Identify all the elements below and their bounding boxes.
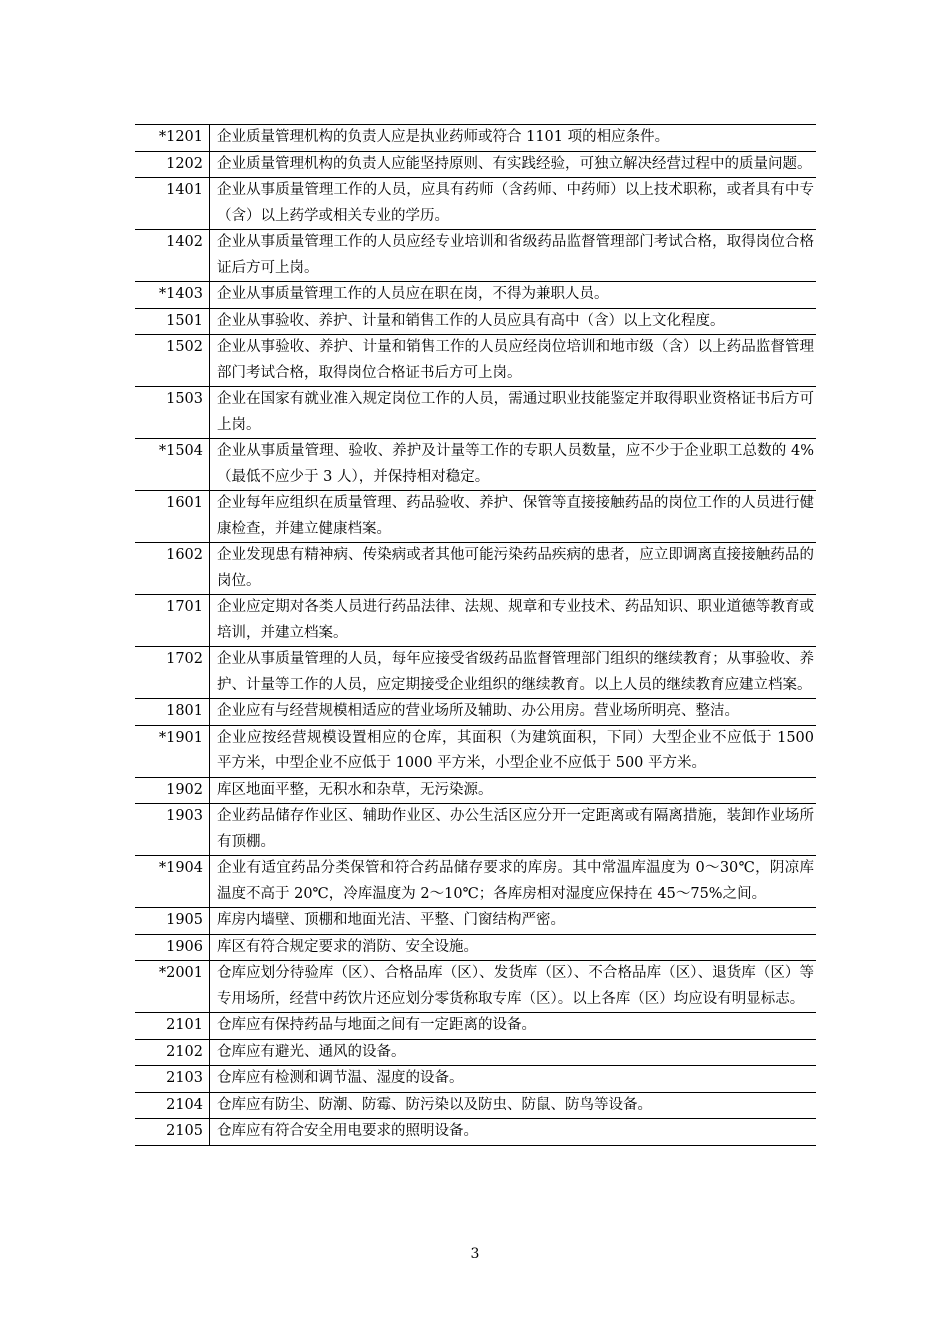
item-code: 1501 [135, 308, 210, 335]
item-description: 仓库应划分待验库（区）、合格品库（区）、发货库（区）、不合格品库（区）、退货库（区）等专用场所，经营中药饮片还应划分零货称取专库（区）。以上各库（区）均应设有明显标志。 [210, 961, 817, 1013]
table-row [135, 439, 816, 491]
table-row [135, 543, 816, 595]
item-code: *1901 [135, 725, 210, 777]
item-code: 2104 [135, 1092, 210, 1119]
table-row [135, 856, 816, 908]
item-description: 企业应按经营规模设置相应的仓库，其面积（为建筑面积，下同）大型企业不应低于 1500 平方米，中型企业不应低于 1000 平方米，小型企业不应低于 500 平方米。 [210, 725, 817, 777]
table-row [135, 908, 816, 935]
table-row [135, 647, 816, 699]
table-row [135, 230, 816, 282]
item-description: 库区地面平整，无积水和杂草，无污染源。 [210, 777, 817, 804]
item-description: 企业在国家有就业准入规定岗位工作的人员，需通过职业技能鉴定并取得职业资格证书后方可上岗。 [210, 387, 817, 439]
item-code: 1503 [135, 387, 210, 439]
item-description: 仓库应有保持药品与地面之间有一定距离的设备。 [210, 1013, 817, 1040]
item-code: 1502 [135, 335, 210, 387]
item-code: *1504 [135, 439, 210, 491]
item-code: 1906 [135, 934, 210, 961]
table-row [135, 961, 816, 1013]
table-row [135, 1066, 816, 1093]
item-code: 2101 [135, 1013, 210, 1040]
table-row [135, 699, 816, 726]
item-description: 企业发现患有精神病、传染病或者其他可能污染药品疾病的患者，应立即调离直接接触药品的岗位。 [210, 543, 817, 595]
item-description: 仓库应有避光、通风的设备。 [210, 1039, 817, 1066]
table-row [135, 595, 816, 647]
item-description: 仓库应有符合安全用电要求的照明设备。 [210, 1119, 817, 1146]
table-row [135, 151, 816, 178]
item-code: *1403 [135, 282, 210, 309]
table-row [135, 491, 816, 543]
item-code: *2001 [135, 961, 210, 1013]
item-code: 1902 [135, 777, 210, 804]
table-body [135, 125, 816, 1146]
item-description: 库房内墙壁、顶棚和地面光洁、平整、门窗结构严密。 [210, 908, 817, 935]
table-row [135, 282, 816, 309]
inspection-items-table [135, 124, 816, 1146]
table-row [135, 804, 816, 856]
page-number: 3 [470, 1246, 480, 1262]
item-code: 2102 [135, 1039, 210, 1066]
item-code: 1702 [135, 647, 210, 699]
table-row [135, 1092, 816, 1119]
item-description: 企业从事验收、养护、计量和销售工作的人员应具有高中（含）以上文化程度。 [210, 308, 817, 335]
item-description: 库区有符合规定要求的消防、安全设施。 [210, 934, 817, 961]
table-row [135, 125, 816, 152]
item-description: 企业质量管理机构的负责人应是执业药师或符合 1101 项的相应条件。 [210, 125, 817, 152]
table-row [135, 308, 816, 335]
item-code: 1402 [135, 230, 210, 282]
item-description: 企业从事验收、养护、计量和销售工作的人员应经岗位培训和地市级（含）以上药品监督管理部门考试合格，取得岗位合格证书后方可上岗。 [210, 335, 817, 387]
table-row [135, 1039, 816, 1066]
item-description: 企业从事质量管理的人员，每年应接受省级药品监督管理部门组织的继续教育；从事验收、养护、计量等工作的人员，应定期接受企业组织的继续教育。以上人员的继续教育应建立档案。 [210, 647, 817, 699]
item-code: 1601 [135, 491, 210, 543]
item-code: 1602 [135, 543, 210, 595]
table-row [135, 1119, 816, 1146]
item-description: 仓库应有防尘、防潮、防霉、防污染以及防虫、防鼠、防鸟等设备。 [210, 1092, 817, 1119]
table-row [135, 335, 816, 387]
item-description: 仓库应有检测和调节温、湿度的设备。 [210, 1066, 817, 1093]
item-description: 企业每年应组织在质量管理、药品验收、养护、保管等直接接触药品的岗位工作的人员进行健康检查，并建立健康档案。 [210, 491, 817, 543]
item-description: 企业从事质量管理、验收、养护及计量等工作的专职人员数量，应不少于企业职工总数的 4%（最低不应少于 3 人），并保持相对稳定。 [210, 439, 817, 491]
table-row [135, 387, 816, 439]
item-description: 企业从事质量管理工作的人员应经专业培训和省级药品监督管理部门考试合格，取得岗位合格证后方可上岗。 [210, 230, 817, 282]
item-code: *1201 [135, 125, 210, 152]
item-description: 企业有适宜药品分类保管和符合药品储存要求的库房。其中常温库温度为 0～30℃，阴凉库温度不高于 20℃，冷库温度为 2～10℃；各库房相对湿度应保持在 45～75%之间。 [210, 856, 817, 908]
item-code: 1801 [135, 699, 210, 726]
table-row [135, 725, 816, 777]
item-description: 企业从事质量管理工作的人员应在职在岗，不得为兼职人员。 [210, 282, 817, 309]
item-description: 企业应定期对各类人员进行药品法律、法规、规章和专业技术、药品知识、职业道德等教育或培训，并建立档案。 [210, 595, 817, 647]
item-code: 2105 [135, 1119, 210, 1146]
table-row [135, 178, 816, 230]
table-row [135, 1013, 816, 1040]
item-description: 企业应有与经营规模相适应的营业场所及辅助、办公用房。营业场所明亮、整洁。 [210, 699, 817, 726]
item-code: 1903 [135, 804, 210, 856]
table-row [135, 934, 816, 961]
item-code: 1701 [135, 595, 210, 647]
item-code: *1904 [135, 856, 210, 908]
table-row [135, 777, 816, 804]
item-description: 企业质量管理机构的负责人应能坚持原则、有实践经验，可独立解决经营过程中的质量问题。 [210, 151, 817, 178]
item-code: 1401 [135, 178, 210, 230]
item-code: 2103 [135, 1066, 210, 1093]
item-code: 1202 [135, 151, 210, 178]
item-code: 1905 [135, 908, 210, 935]
item-description: 企业药品储存作业区、辅助作业区、办公生活区应分开一定距离或有隔离措施，装卸作业场所有顶棚。 [210, 804, 817, 856]
item-description: 企业从事质量管理工作的人员，应具有药师（含药师、中药师）以上技术职称，或者具有中专（含）以上药学或相关专业的学历。 [210, 178, 817, 230]
